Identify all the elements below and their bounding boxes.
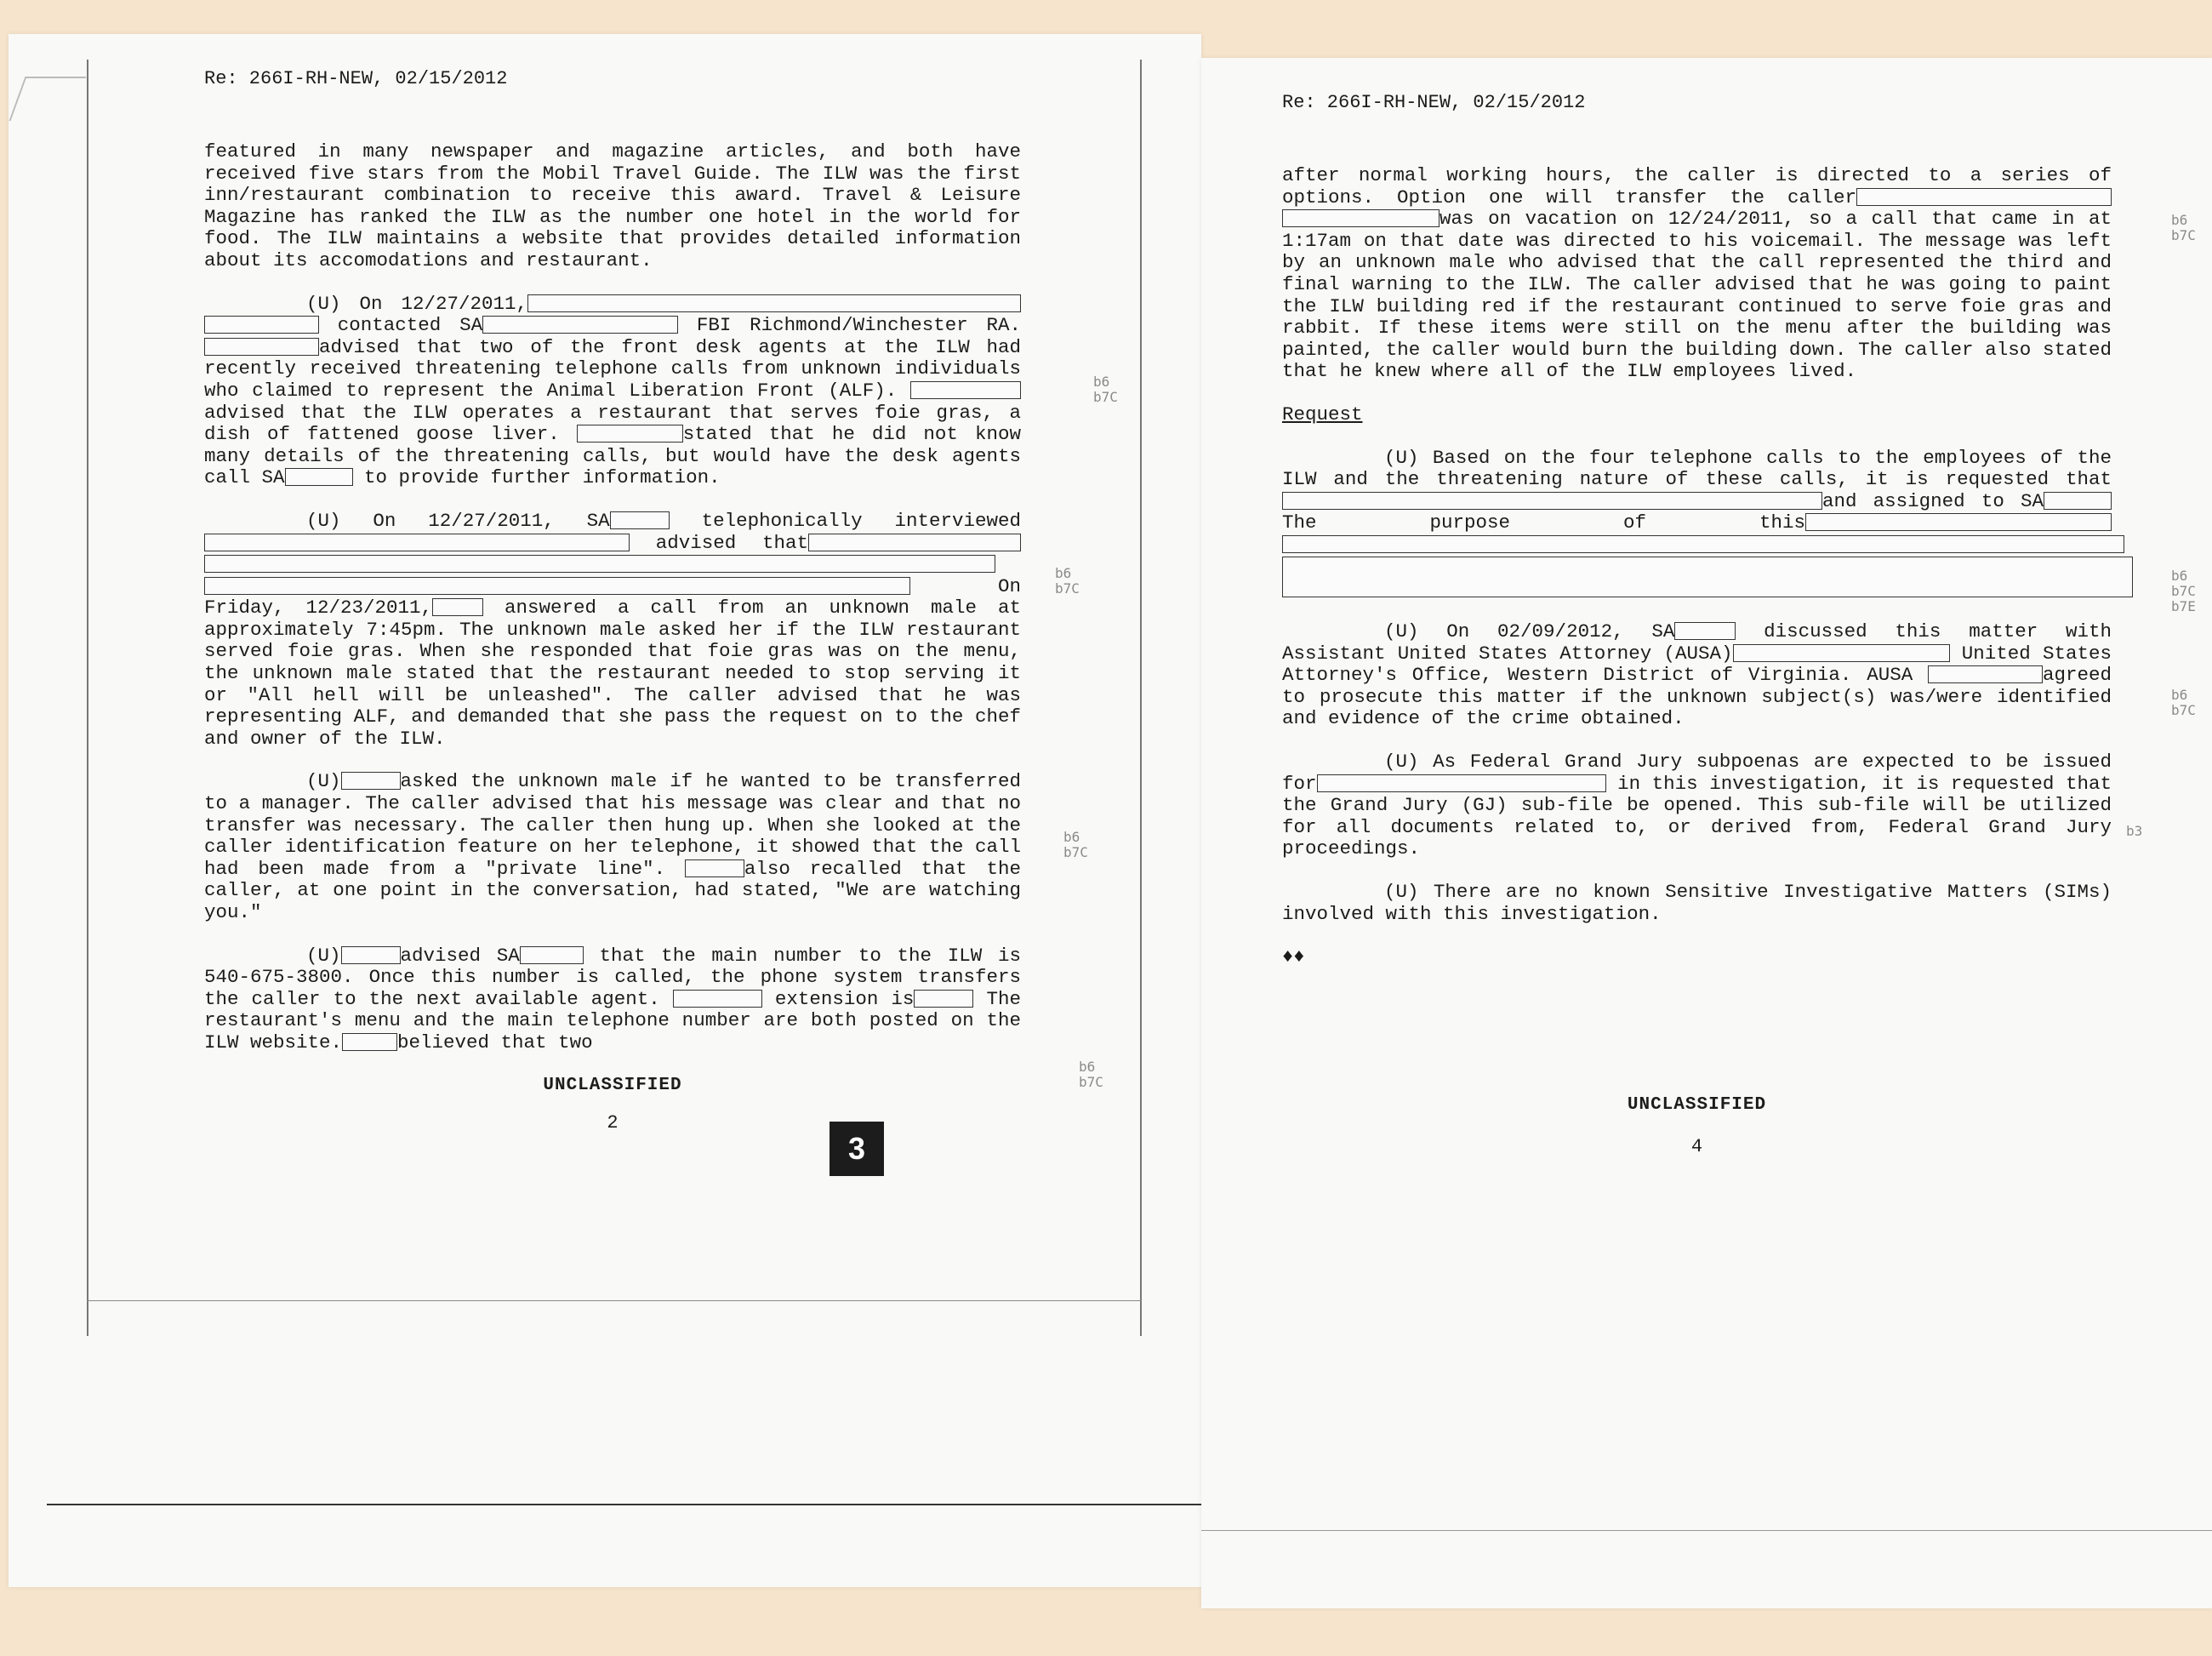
text: after normal working hours, the caller is directed to a series of options. Option one will transfer the caller [1282,164,2112,208]
classification-footer: UNCLASSIFIED [1627,1095,1767,1116]
text: also recalled that the caller, at one point in the conversation, had stated, "We are watching you." [204,857,1021,923]
text: discussed this matter with Assistant United States Attorney (AUSA) [1282,620,2112,665]
text: (U) As Federal Grand Jury subpoenas are expected to be issued for [1282,751,2112,795]
text: (U) [306,944,341,967]
page-border-bottom [87,1300,1142,1301]
text: advised SA [400,944,520,967]
text: (U) On 12/27/2011, SA [306,509,610,532]
redaction-box [204,555,995,573]
text: advised that two of the front desk agents at the ILW had recently received threatening telephone calls from unknown individuals who claimed to represent the Animal Liberation Front (ALF). [204,335,1021,402]
page-header: Re: 266I-RH-NEW, 02/15/2012 [1282,92,1586,113]
redaction-box [342,1033,397,1051]
redaction-box [204,534,630,551]
redaction-box [520,946,584,964]
paragraph [1282,165,2112,383]
redaction-box [1282,557,2133,597]
paragraph [204,945,1021,1054]
text: FBI Richmond/Winchester RA. [696,314,1021,337]
redaction-box [610,511,670,529]
paragraph [1282,751,2112,860]
exemption-code: b3 [2126,823,2143,839]
text: asked the unknown male if he wanted to be transferred to a manager. The caller advised that his message was clear and that no transfer was necessary. The caller then hung up. When she looked at the caller identification feature on her telephone, it showed that the call had been made from a "private line". [204,770,1021,880]
text: answered a call from an unknown male at approximately 7:45pm. The unknown male asked her if the ILW restaurant served foie gras. When she responded that foie gras was on the menu, the unknown male stated that the restaurant needed to stop serving it or "All hell will be unleashed". The caller advised that he was representing ALF, and demanded that she pass the request on to the chef and owner of the ILW. [204,597,1021,750]
redaction-box [1674,622,1736,640]
page-edge-line [47,1504,1201,1505]
redaction-box [1282,492,1822,510]
left-page-text [204,68,1021,1134]
exemption-code: b6 b7C [1063,829,1088,860]
redaction-box [685,859,744,877]
redaction-box [432,598,483,616]
text: that the main number to the ILW is 540-675-3800. Once this number is called, the phone system transfers the caller to the next available agent. [204,944,1021,1010]
text: On Friday, 12/23/2011, [204,574,1021,620]
page-border-left [87,60,88,1336]
paragraph [1282,448,2112,601]
text: (U) Based on the four telephone calls to the employees of the ILW and the threatening nature of these calls, it is requested that [1282,446,2112,491]
redaction-box [577,425,683,443]
redaction-box [1282,209,1440,227]
text: and assigned to SA [1822,489,2044,512]
redaction-box [204,338,319,356]
exemption-code: b6 b7C [1079,1059,1103,1090]
redaction-box [673,990,762,1008]
text: extension is [774,987,915,1010]
paragraph [204,511,1021,751]
redaction-box [914,990,973,1008]
text: advised that [655,531,808,554]
exemption-code: b6 b7C [2171,687,2196,718]
text: stated that he did not know many details of the threatening calls, but would have the desk agents call SA [204,423,1021,489]
end-marker: ♦♦ [1282,946,1305,968]
exemption-code: b6 b7C [1093,374,1118,405]
text: (U) [306,770,341,793]
page-edge-line [1201,1530,2212,1531]
text: The restaurant's menu and the main telephone number are both posted on the ILW website. [204,987,1021,1054]
redaction-box [1317,774,1606,792]
text: United States Attorney's Office, Western District of Virginia. AUSA [1282,642,2112,687]
text: (U) On 02/09/2012, SA [1384,620,1675,643]
right-page-text [1282,92,2112,1157]
text: agreed to prosecute this matter if the unknown subject(s) was/were identified and evidence of the crime obtained. [1282,664,2112,730]
folded-corner [9,77,87,121]
redaction-box [1282,535,2124,553]
redaction-box [204,316,319,334]
redaction-box [910,381,1021,399]
redaction-box [204,577,910,595]
redaction-box [482,316,678,334]
redaction-box [341,772,401,790]
text: advised that the ILW operates a restaurant that serves foie gras, a dish of fattened goose liver. [204,401,1021,446]
page-number: 4 [1690,1136,1703,1158]
exemption-code: b6 b7C [1055,565,1080,597]
text: in this investigation, it is requested that the Grand Jury (GJ) sub-file be opened. This sub-file will be utilized for all documents related to, or derived from, Federal Grand Jury proceedings. [1282,772,2112,860]
paragraph [1282,621,2112,730]
text: (U) On 12/27/2011, [306,292,527,315]
exemption-code: b6 b7C b7E [2171,568,2196,614]
request-heading: Request [1282,403,1363,425]
text: telephonically interviewed [701,509,1021,532]
redaction-box [341,946,401,964]
redaction-box [1856,188,2112,206]
redaction-box [527,294,1021,312]
image-number-badge: 3 [830,1122,884,1176]
page-number: 2 [607,1111,619,1134]
redaction-box [1805,513,2112,531]
text: was on vacation on 12/24/2011, so a call that came in at 1:17am on that date was directed to his voicemail. The message was left by an unknown male who advised that the call represented the third and final warning to the ILW. The caller advised that he was going to paint the ILW building red if the restaurant continued to serve foie gras and rabbit. If these items were still on the menu after the building was painted, the caller would burn the building down. The caller also stated that he knew where all of the ILW employees lived. [1282,208,2112,383]
paragraph: featured in many newspaper and magazine articles, and both have received five stars from the Mobil Travel Guide. The ILW was the first inn/restaurant combination to receive this award. Travel & Leisure Magazine has ranked the ILW as the number one hotel in the world for food. The ILW maintains a website that provides detailed information about its accomodations and restaurant. [204,140,1021,271]
redaction-box [1733,644,1950,662]
redaction-box [1928,665,2043,683]
redaction-box [285,468,353,486]
redaction-box [808,534,1021,551]
exemption-code: b6 b7C [2171,212,2196,243]
document-page-left [9,34,1201,1587]
text: believed that two [397,1031,593,1054]
redaction-box [2044,492,2112,510]
text: The purpose of this [1282,511,1805,534]
page-header: Re: 266I-RH-NEW, 02/15/2012 [204,68,508,89]
paragraph [204,771,1021,923]
text: contacted SA [337,314,483,337]
text: to provide further information. [364,466,721,489]
paragraph: (U) There are no known Sensitive Investigative Matters (SIMs) involved with this investigation. [1282,881,2112,925]
paragraph [204,294,1021,489]
page-border-right [1140,60,1142,1336]
classification-footer: UNCLASSIFIED [543,1075,682,1095]
document-page-right [1201,58,2212,1608]
